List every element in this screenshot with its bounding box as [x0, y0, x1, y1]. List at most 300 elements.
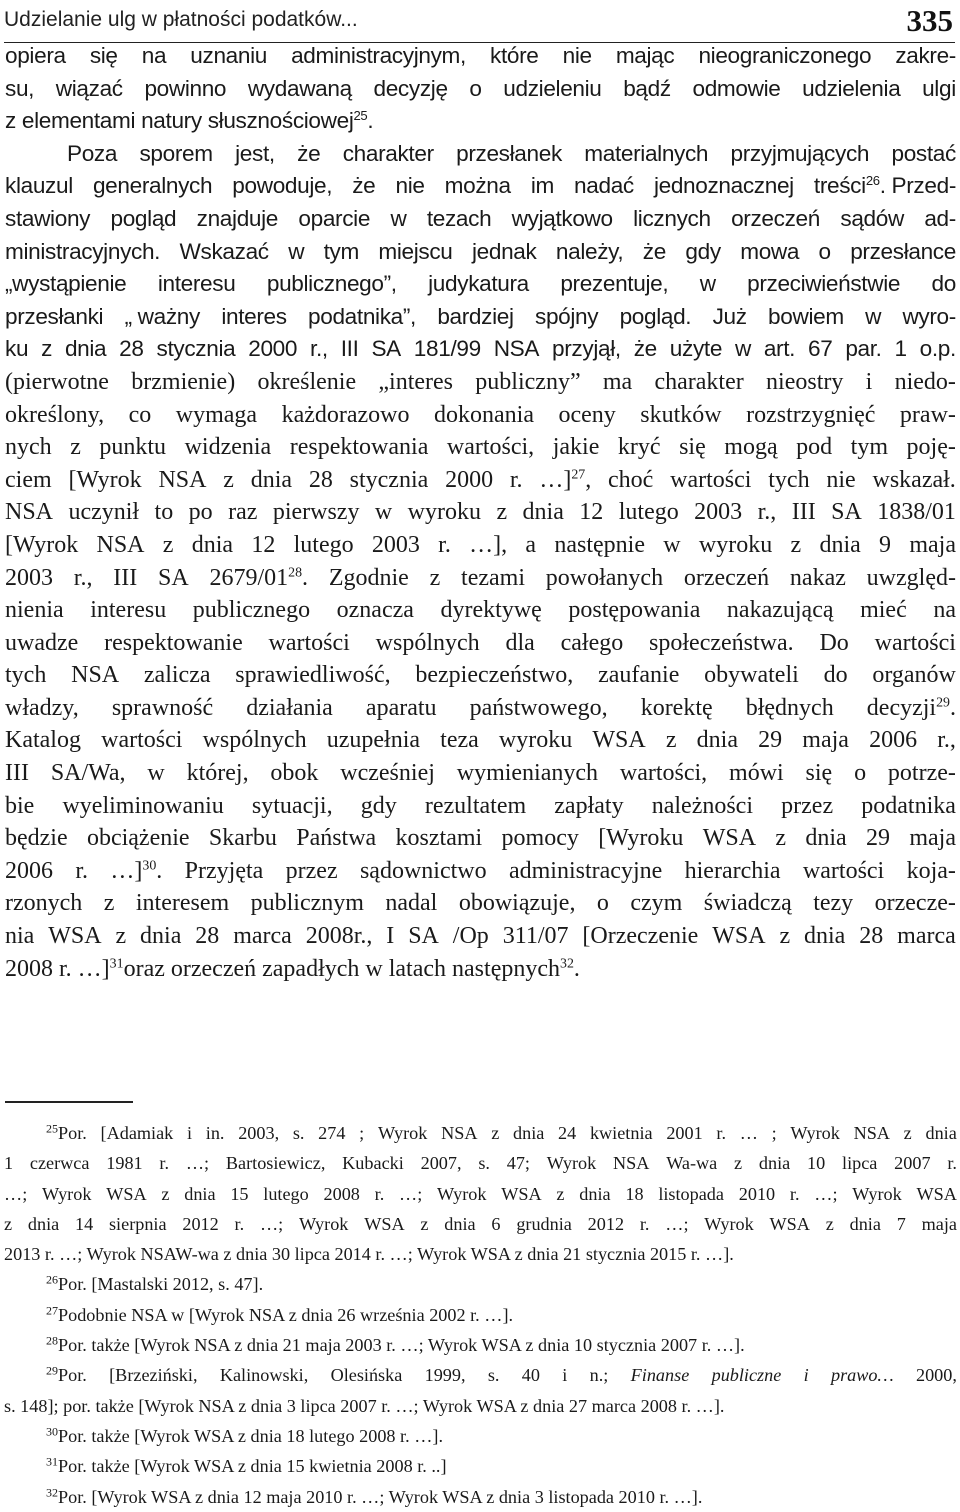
text-run: [579, 1179, 610, 1209]
word: raz: [228, 499, 258, 526]
text-run: [712, 1360, 782, 1390]
text-run: [415, 659, 573, 692]
text-run: [803, 855, 884, 888]
text-run: [46, 1360, 87, 1390]
word: bowiem: [768, 303, 844, 329]
text-run: [875, 887, 956, 920]
word: WSA: [769, 1213, 810, 1234]
text-run: [354, 105, 368, 138]
word: gdy: [360, 792, 397, 819]
text-run: [563, 40, 592, 73]
word: 2003,: [238, 1123, 280, 1143]
text-run: [831, 1360, 894, 1390]
text-run: [434, 399, 534, 432]
text-run: [425, 1360, 466, 1390]
word: 2000,: [915, 1365, 957, 1386]
body-line: [5, 790, 956, 823]
word: licznych: [633, 205, 711, 231]
text-run: [461, 562, 525, 595]
text-run: [507, 1148, 530, 1178]
footnotes: [4, 1118, 957, 1512]
text-run: [625, 1179, 643, 1209]
word: o.p.: [919, 336, 956, 362]
word: nieograniczonego: [698, 43, 872, 68]
text-run: [698, 40, 871, 73]
word: powoduje,: [232, 173, 333, 199]
word: Państwa: [296, 825, 377, 852]
text-run: [131, 366, 235, 399]
word: nie: [562, 43, 592, 68]
text-run: [4, 1239, 734, 1269]
text-run: [574, 953, 580, 986]
word: 311/07: [502, 923, 569, 950]
text-run: [764, 333, 795, 366]
word: dnia: [849, 1213, 881, 1234]
word: 2006: [5, 857, 53, 884]
word: się: [805, 760, 833, 787]
text-run: [560, 268, 668, 301]
word: po: [188, 499, 213, 526]
word: nadać: [574, 173, 634, 199]
text-run: [364, 1209, 404, 1239]
word: w: [699, 271, 716, 297]
word: Kubacki: [342, 1153, 404, 1174]
word: 2001: [666, 1123, 703, 1143]
word: postać: [891, 140, 956, 166]
text-run: [144, 659, 211, 692]
word: decyzję: [373, 75, 448, 101]
word: 40: [521, 1365, 540, 1386]
text-run: [845, 333, 881, 366]
footnote-ref: 30: [142, 858, 157, 874]
text-run: [318, 1118, 345, 1148]
word: NSA: [493, 336, 540, 362]
word: 6: [491, 1213, 501, 1234]
text-run: [558, 1118, 576, 1148]
text-run: [598, 659, 679, 692]
text-run: [115, 920, 126, 953]
word: wskazał.: [872, 466, 956, 493]
text-run: [704, 887, 792, 920]
word: r.,: [73, 564, 93, 591]
word: uzupełnia: [326, 727, 421, 754]
word: Wyrok: [437, 1183, 487, 1204]
text-run: [933, 594, 956, 627]
text-run: [5, 40, 66, 73]
text-run: [814, 170, 956, 203]
text-run: [342, 1148, 404, 1178]
text-run: [851, 431, 888, 464]
footnote-ref: 27: [571, 467, 586, 483]
word: publiczny”: [475, 368, 581, 395]
text-run: [144, 73, 226, 106]
word: rozstrzygnięć: [746, 401, 876, 428]
word: przyjmujących: [730, 140, 870, 166]
text-run: [854, 1118, 890, 1148]
text-run: [649, 627, 794, 660]
footnote-ref: 25: [353, 108, 368, 124]
text-run: [692, 73, 780, 106]
word: Do: [819, 629, 849, 656]
text-run: [396, 822, 483, 855]
word: dnia: [184, 1183, 216, 1204]
word: z: [556, 1183, 565, 1204]
word: ;: [771, 1123, 777, 1143]
text-run: [877, 496, 956, 529]
text-run: [850, 236, 956, 269]
word: to: [154, 499, 174, 526]
word: zakre-: [895, 43, 956, 68]
word: o: [818, 238, 831, 264]
word: 2006: [869, 727, 918, 754]
text-run: [438, 529, 451, 562]
text-run: [631, 1360, 690, 1390]
text-run: [195, 920, 219, 953]
text-run: [819, 236, 831, 269]
word: z: [734, 1153, 743, 1174]
word: s.: [292, 1123, 305, 1143]
word: dnia: [444, 1213, 476, 1234]
text-run: [440, 724, 479, 757]
text-run: [248, 73, 352, 106]
word: o: [596, 890, 609, 917]
text-run: [814, 1179, 837, 1209]
text-run: [582, 920, 698, 953]
word: nakaz: [789, 564, 846, 591]
text-run: [907, 431, 956, 464]
text-run: [5, 203, 90, 236]
text-run: [58, 1269, 263, 1299]
word: wartości: [101, 727, 183, 754]
word: 28: [119, 336, 144, 362]
text-run: [341, 333, 359, 366]
text-run: [5, 822, 68, 855]
word: zapłaty: [554, 792, 624, 819]
text-run: [248, 333, 297, 366]
text-run: [5, 529, 78, 562]
word: z: [103, 890, 115, 917]
text-run: [329, 562, 409, 595]
word: znajduje: [196, 205, 279, 231]
body-line: [5, 496, 956, 529]
text-run: [68, 464, 141, 497]
word: 1999,: [424, 1365, 466, 1386]
text-run: [510, 464, 523, 497]
word: w: [390, 205, 407, 231]
text-run: [819, 529, 860, 562]
body-line: [5, 366, 956, 399]
text-run: [663, 529, 680, 562]
word: 14: [75, 1213, 94, 1234]
text-run: [441, 1118, 477, 1148]
word: [Wyrok: [68, 466, 142, 493]
text-run: [5, 170, 73, 203]
word: nie: [826, 466, 856, 493]
word: zalicza: [143, 662, 211, 689]
word: /Op: [452, 923, 489, 950]
body-line: [5, 757, 956, 790]
text-run: [161, 1179, 169, 1209]
text-run: [375, 496, 392, 529]
text-run: [704, 659, 799, 692]
text-run: [267, 268, 397, 301]
word: art.: [763, 336, 796, 362]
word: Por. także [Wyrok WSA z dnia 18 lutego 2008 r. …].: [58, 1425, 443, 1446]
text-run: [490, 40, 538, 73]
word: sądów: [840, 205, 904, 231]
text-run: [620, 757, 707, 790]
footnote-line: [4, 1421, 957, 1451]
text-run: [894, 1148, 930, 1178]
text-run: [488, 1360, 500, 1390]
text-run: [158, 268, 236, 301]
word: wyeliminowaniu: [62, 792, 224, 819]
text-run: [386, 920, 394, 953]
text-run: [729, 757, 784, 790]
text-run: [665, 1209, 688, 1239]
word: tym: [323, 238, 359, 264]
text-run: [554, 790, 623, 823]
text-run: [359, 1118, 364, 1148]
text-run: [5, 920, 34, 953]
word: administracyjne: [508, 857, 663, 884]
body-line: [5, 920, 956, 953]
text-run: [805, 822, 846, 855]
body-line: [5, 399, 956, 432]
word: r.,: [937, 727, 956, 754]
text-run: [209, 822, 277, 855]
word: …]: [110, 857, 143, 884]
word: korektę: [640, 694, 713, 721]
text-run: [5, 431, 52, 464]
text-run: [235, 138, 275, 171]
text-run: [185, 431, 272, 464]
word: przeciwieństwie: [747, 271, 901, 297]
word: WSA: [712, 923, 766, 950]
text-run: [140, 920, 181, 953]
text-run: [670, 333, 722, 366]
word: r.: [789, 1183, 800, 1204]
word: następnie: [554, 531, 645, 558]
text-run: [68, 496, 139, 529]
body-line: [5, 594, 956, 627]
text-run: [28, 1209, 59, 1239]
word: dnia: [696, 727, 738, 754]
text-run: [867, 562, 956, 595]
word: 9: [879, 531, 892, 558]
text-run: [371, 333, 400, 366]
running-header: [4, 3, 955, 43]
text-run: [5, 562, 53, 595]
text-run: [425, 790, 526, 823]
word: Już: [712, 303, 747, 329]
word: czym: [630, 890, 683, 917]
text-run: [430, 562, 441, 595]
text-run: [251, 464, 292, 497]
text-run: [110, 953, 124, 986]
footnote-ref: 32: [560, 956, 574, 971]
text-run: [360, 855, 487, 888]
text-run: [190, 40, 267, 73]
footnote-ref: 27: [46, 1303, 58, 1318]
word: 181/99: [413, 336, 481, 362]
footnote-ref: 31: [109, 956, 124, 971]
text-run: [523, 496, 564, 529]
text-run: [768, 464, 809, 497]
word: określony,: [5, 401, 105, 428]
word: nakazującą: [726, 597, 834, 624]
word: [Orzeczenie: [582, 923, 699, 950]
text-run: [739, 1179, 775, 1209]
word: Por. [Mastalski 2012, s. 47].: [58, 1274, 264, 1295]
word: pod: [796, 434, 833, 461]
text-run: [4, 1179, 27, 1209]
text-run: [5, 399, 104, 432]
word: powinno: [144, 75, 227, 101]
word: pogląd.: [619, 303, 692, 329]
text-run: [93, 170, 212, 203]
text-run: [104, 887, 115, 920]
text-run: [900, 399, 956, 432]
text-run: [703, 822, 756, 855]
word: dyrektywę: [440, 597, 542, 624]
word: aparatu: [365, 694, 437, 721]
text-run: [598, 822, 683, 855]
word: ciem: [5, 466, 52, 493]
text-run: [5, 301, 103, 334]
text-run: [366, 692, 437, 725]
word: pierwszy: [272, 499, 360, 526]
word: działania: [246, 694, 333, 721]
text-run: [269, 627, 350, 660]
text-run: [5, 236, 160, 269]
text-run: [5, 887, 82, 920]
word: potrze-: [887, 760, 956, 787]
word: wyroku: [698, 531, 773, 558]
text-run: [421, 1148, 462, 1178]
word: mając: [615, 43, 675, 68]
text-run: [90, 594, 166, 627]
word: powołanych: [545, 564, 664, 591]
text-run: [5, 724, 81, 757]
footnote-ref: 29: [46, 1363, 58, 1378]
word: WSA: [501, 1183, 542, 1204]
text-run: [337, 594, 414, 627]
word: kosztami: [395, 825, 483, 852]
word: z: [496, 499, 508, 526]
text-run: [238, 1118, 279, 1148]
word: uczynił: [68, 499, 140, 526]
word: w: [374, 499, 393, 526]
text-run: [350, 464, 429, 497]
text-run: [866, 822, 890, 855]
text-run: [618, 431, 661, 464]
word: wartości,: [619, 760, 708, 787]
text-run: [907, 855, 956, 888]
text-run: [5, 627, 78, 660]
text-run: [233, 920, 292, 953]
word: publicznego”,: [266, 271, 397, 297]
word: uwadze: [5, 629, 79, 656]
text-run: [502, 822, 579, 855]
word: Przyjęta: [184, 857, 264, 884]
text-run: [46, 1269, 58, 1299]
text-run: [112, 692, 213, 725]
word: Skarbu: [208, 825, 277, 852]
word: r.: [75, 857, 89, 884]
word: dnia: [804, 923, 846, 950]
word: w: [663, 531, 681, 558]
word: tezach: [426, 205, 492, 231]
text-run: [643, 236, 666, 269]
text-run: [512, 203, 613, 236]
word: wyjątkowo: [511, 205, 613, 231]
text-run: [503, 920, 569, 953]
text-run: [58, 1330, 745, 1360]
word: orzeczeń: [731, 205, 820, 231]
text-run: [852, 1179, 901, 1209]
text-run: [110, 855, 162, 888]
text-run: [734, 1148, 742, 1178]
word: nadal: [385, 890, 438, 917]
text-run: [694, 496, 742, 529]
text-run: [142, 40, 166, 73]
text-run: [746, 399, 875, 432]
text-run: [597, 887, 609, 920]
text-run: [56, 73, 123, 106]
word: 2013 r. …; Wyrok NSAW-wa z dnia 30 lipca 2014 r. …; Wyrok WSA z dnia 21 stycznia 2015 r. …].: [4, 1244, 734, 1265]
body-line: [5, 529, 956, 562]
text-run: [924, 203, 956, 236]
word: 2012: [587, 1213, 625, 1234]
text-run: [553, 431, 600, 464]
text-run: [5, 953, 110, 986]
text-run: [119, 333, 143, 366]
word: nie: [395, 173, 425, 199]
text-run: [531, 170, 554, 203]
word: pogląd: [110, 205, 177, 231]
text-run: [842, 1148, 877, 1178]
text-run: [235, 659, 390, 692]
text-run: [608, 464, 653, 497]
text-run: [297, 138, 320, 171]
text-run: [796, 431, 832, 464]
word: „interes: [378, 368, 454, 395]
body-line: [5, 40, 956, 73]
word: 1: [894, 336, 907, 362]
word: grudnia: [516, 1213, 572, 1234]
word: interes: [221, 303, 287, 329]
text-run: [806, 757, 833, 790]
text-run: [613, 1148, 649, 1178]
text-run: [378, 1118, 427, 1148]
footnote-line: [4, 1148, 957, 1178]
word: dnia: [140, 923, 182, 950]
word: z: [825, 1213, 834, 1234]
text-run: [475, 366, 580, 399]
text-run: [124, 953, 560, 986]
word: w: [147, 760, 165, 787]
word: co: [128, 401, 152, 428]
text-run: [75, 1209, 93, 1239]
word: SA/Wa,: [50, 760, 126, 787]
word: orzecze-: [874, 890, 956, 917]
text-run: [875, 627, 956, 660]
word: Wyrok: [42, 1183, 92, 1204]
word: ;: [359, 1123, 365, 1143]
body-line: [5, 105, 956, 138]
text-run: [352, 170, 375, 203]
